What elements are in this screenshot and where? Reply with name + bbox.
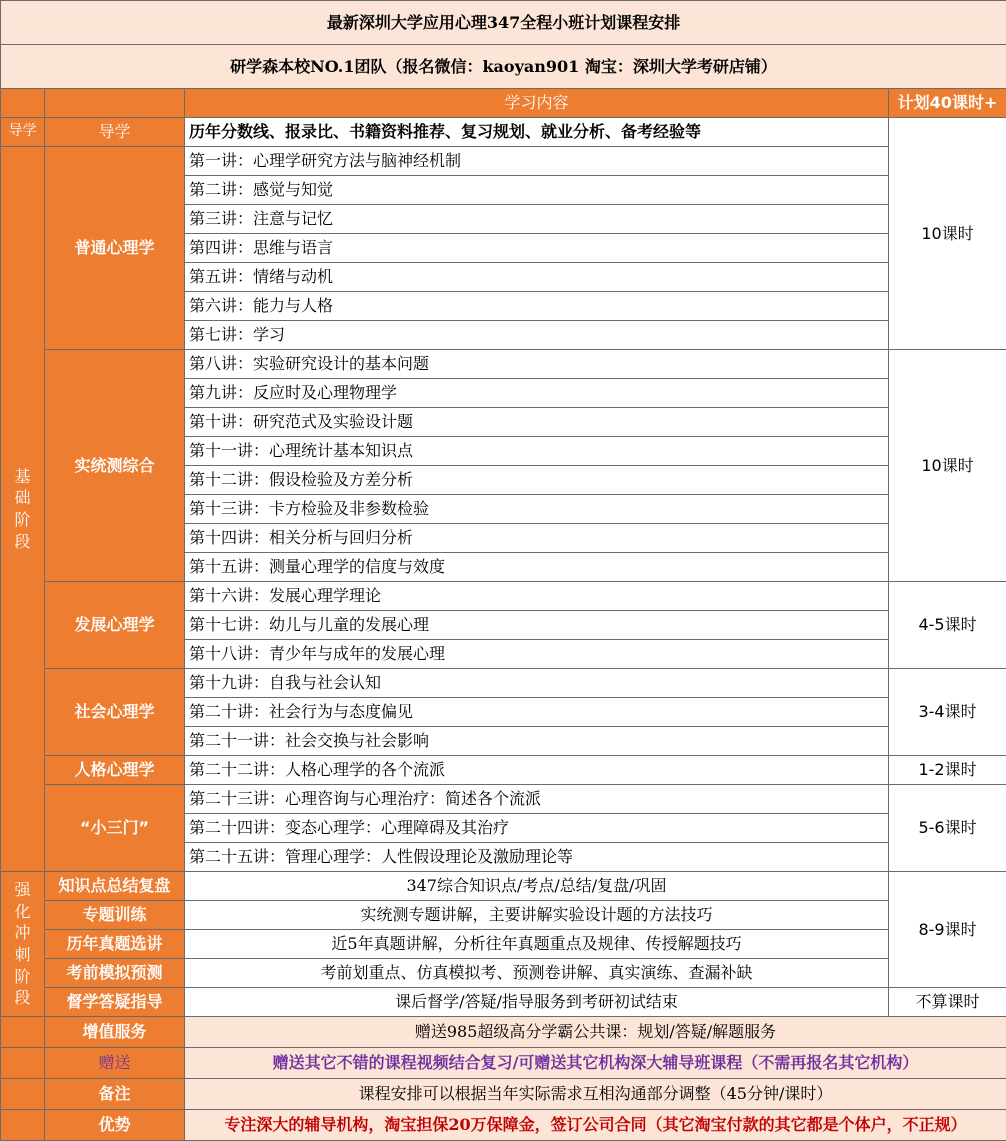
intensive-content: 347综合知识点/考点/总结/复盘/巩固	[185, 872, 889, 901]
hours-developmental-psych: 4-5课时	[889, 582, 1006, 669]
intensive-row	[1, 872, 1006, 901]
header-row	[1, 89, 1006, 118]
lecture-item: 第二十五讲：管理心理学：人性假设理论及激励理论等	[185, 843, 889, 872]
intensive-row	[1, 988, 1006, 1017]
intro-content: 历年分数线、报录比、书籍资料推荐、复习规划、就业分析、备考经验等	[185, 118, 889, 147]
category-stats-experiment: 实统测综合	[45, 350, 185, 582]
lecture-item: 第十三讲：卡方检验及非参数检验	[185, 495, 889, 524]
lecture-item: 第二十一讲：社会交换与社会影响	[185, 727, 889, 756]
lecture-item: 第二讲：感觉与知觉	[185, 176, 889, 205]
lecture-item: 第十一讲：心理统计基本知识点	[185, 437, 889, 466]
intensive-category: 督学答疑指导	[45, 988, 185, 1017]
lecture-item: 第四讲：思维与语言	[185, 234, 889, 263]
hours-stats-experiment: 10课时	[889, 350, 1006, 582]
gift-stage-blank	[1, 1048, 45, 1079]
lecture-row	[1, 147, 1006, 176]
title-row	[1, 1, 1006, 45]
stage-basic	[1, 147, 45, 872]
category-small-three: “小三门”	[45, 785, 185, 872]
lecture-row	[1, 582, 1006, 611]
lecture-row	[1, 785, 1006, 814]
intensive-content: 实统测专题讲解，主要讲解实验设计题的方法技巧	[185, 901, 889, 930]
hours-small-three: 5-6课时	[889, 785, 1006, 872]
lecture-item: 第六讲：能力与人格	[185, 292, 889, 321]
category-personality-psych: 人格心理学	[45, 756, 185, 785]
subtitle-row	[1, 45, 1006, 89]
intensive-category: 专题训练	[45, 901, 185, 930]
value-added-content: 赠送985超级高分学霸公共课：规划/答疑/解题服务	[185, 1017, 1006, 1048]
header-blank-stage	[1, 89, 45, 118]
stage-intensive-line3: 阶段	[14, 966, 31, 1008]
header-blank-category	[45, 89, 185, 118]
intro-stage: 导学	[1, 118, 45, 147]
lecture-row	[1, 669, 1006, 698]
hours-general-psych: 10课时	[889, 118, 1006, 350]
lecture-row	[1, 756, 1006, 785]
intensive-content: 课后督学/答疑/指导服务到考研初试结束	[185, 988, 889, 1017]
lecture-item: 第五讲：情绪与动机	[185, 263, 889, 292]
intensive-category: 考前模拟预测	[45, 959, 185, 988]
stage-intensive-line1: 强化	[14, 880, 31, 921]
lecture-item: 第十六讲：发展心理学理论	[185, 582, 889, 611]
header-hours-label: 计划40课时+	[889, 89, 1006, 118]
note-label: 备注	[45, 1079, 185, 1110]
value-added-stage-blank	[1, 1017, 45, 1048]
value-added-row	[1, 1017, 1006, 1048]
lecture-item: 第七讲：学习	[185, 321, 889, 350]
lecture-item: 第十九讲：自我与社会认知	[185, 669, 889, 698]
header-content-label: 学习内容	[185, 89, 889, 118]
lecture-item: 第二十讲：社会行为与态度偏见	[185, 698, 889, 727]
note-row	[1, 1079, 1006, 1110]
category-general-psych: 普通心理学	[45, 147, 185, 350]
intro-category: 导学	[45, 118, 185, 147]
stage-basic-line1: 基础	[14, 466, 31, 508]
page-title: 最新深圳大学应用心理347全程小班计划课程安排	[1, 1, 1006, 45]
lecture-item: 第二十二讲：人格心理学的各个流派	[185, 756, 889, 785]
lecture-item: 第一讲：心理学研究方法与脑神经机制	[185, 147, 889, 176]
lecture-item: 第三讲：注意与记忆	[185, 205, 889, 234]
intensive-category: 历年真题选讲	[45, 930, 185, 959]
intensive-content: 考前划重点、仿真模拟考、预测卷讲解、真实演练、查漏补缺	[185, 959, 889, 988]
lecture-item: 第十二讲：假设检验及方差分析	[185, 466, 889, 495]
lecture-item: 第二十四讲：变态心理学：心理障碍及其治疗	[185, 814, 889, 843]
intensive-row	[1, 930, 1006, 959]
intensive-category: 知识点总结复盘	[45, 872, 185, 901]
lecture-item: 第九讲：反应时及心理物理学	[185, 379, 889, 408]
hours-not-counted: 不算课时	[889, 988, 1006, 1017]
intensive-row	[1, 959, 1006, 988]
lecture-item: 第十讲：研究范式及实验设计题	[185, 408, 889, 437]
gift-label: 赠送	[45, 1048, 185, 1079]
hours-personality-psych: 1-2课时	[889, 756, 1006, 785]
page-subtitle: 研学森本校NO.1团队（报名微信：kaoyan901 淘宝：深圳大学考研店铺）	[1, 45, 1006, 89]
advantage-content: 专注深大的辅导机构，淘宝担保20万保障金，签订公司合同（其它淘宝付款的其它都是个体户，不正规）	[185, 1110, 1006, 1141]
hours-intensive: 8-9课时	[889, 872, 1006, 988]
lecture-item: 第十八讲：青少年与成年的发展心理	[185, 640, 889, 669]
category-social-psych: 社会心理学	[45, 669, 185, 756]
hours-social-psych: 3-4课时	[889, 669, 1006, 756]
lecture-item: 第二十三讲：心理咨询与心理治疗：简述各个流派	[185, 785, 889, 814]
intro-row	[1, 118, 1006, 147]
stage-intensive	[1, 872, 45, 1017]
advantage-stage-blank	[1, 1110, 45, 1141]
gift-content: 赠送其它不错的课程视频结合复习/可赠送其它机构深大辅导班课程（不需再报名其它机构）	[185, 1048, 1006, 1079]
advantage-row	[1, 1110, 1006, 1141]
value-added-label: 增值服务	[45, 1017, 185, 1048]
intensive-content: 近5年真题讲解，分析往年真题重点及规律、传授解题技巧	[185, 930, 889, 959]
note-content: 课程安排可以根据当年实际需求互相沟通部分调整（45分钟/课时）	[185, 1079, 1006, 1110]
lecture-item: 第十四讲：相关分析与回归分析	[185, 524, 889, 553]
note-stage-blank	[1, 1079, 45, 1110]
stage-basic-line2: 阶段	[14, 510, 31, 551]
stage-intensive-line2: 冲刺	[14, 923, 31, 964]
category-developmental-psych: 发展心理学	[45, 582, 185, 669]
gift-row	[1, 1048, 1006, 1079]
lecture-row	[1, 350, 1006, 379]
lecture-item: 第十五讲：测量心理学的信度与效度	[185, 553, 889, 582]
advantage-label: 优势	[45, 1110, 185, 1141]
intensive-row	[1, 901, 1006, 930]
lecture-item: 第十七讲：幼儿与儿童的发展心理	[185, 611, 889, 640]
lecture-item: 第八讲：实验研究设计的基本问题	[185, 350, 889, 379]
